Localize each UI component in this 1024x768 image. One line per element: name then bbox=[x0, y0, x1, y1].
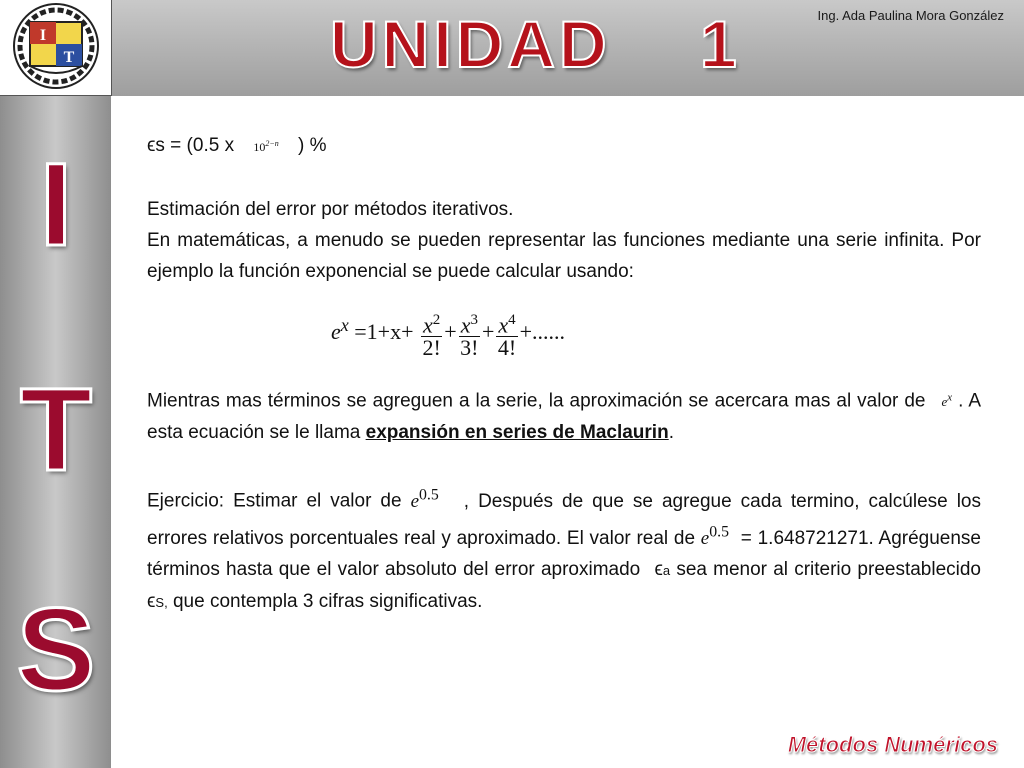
power-of-ten: $10^{2-n}$ bbox=[253, 139, 279, 154]
criterion-prefix: ϵs = (0.5 x bbox=[147, 135, 235, 156]
logo bbox=[0, 0, 112, 96]
sidebar-letter-i: I bbox=[39, 139, 73, 271]
intro-paragraph: En matemáticas, a menudo se pueden representar las funciones mediante una serie infinita. Por ejemplo la función exponencial se puede calcular usando: bbox=[147, 230, 981, 282]
slide-content bbox=[147, 128, 981, 618]
maclaurin-link[interactable]: expansión en series de Maclaurin bbox=[365, 422, 669, 444]
sidebar bbox=[0, 96, 111, 768]
error-criterion-line bbox=[147, 128, 981, 163]
criterion-suffix: ) % bbox=[298, 135, 327, 156]
epsilon-s: ϵS, bbox=[147, 590, 168, 612]
course-footer: Métodos Numéricos bbox=[787, 732, 998, 757]
sidebar-letter-s: S bbox=[16, 584, 96, 716]
epsilon-a: ϵa bbox=[654, 558, 671, 580]
svg-text:I: I bbox=[39, 27, 47, 44]
maclaurin-paragraph: Mientras mas términos se agreguen a la serie, la aproximación se acercara mas al valor de $e^x$ . A esta ecuación se le llama expansión en series de Maclaurin. bbox=[147, 390, 981, 444]
institute-emblem bbox=[0, 0, 112, 96]
maclaurin-series-equation: $e^x =1+x+$ $\frac{x^2}{2!}$ + $\frac{x^3}{3!}$ + $\frac{x^4}{4!}$ +...... bbox=[147, 287, 981, 383]
e-to-x-inline: $e^x$ bbox=[941, 392, 953, 410]
e-to-half-value: $e^{0.5}$ bbox=[700, 523, 730, 549]
unit-title: UNIDAD 1 bbox=[330, 7, 741, 81]
svg-text:T: T bbox=[63, 49, 75, 66]
sidebar-letter-t: T bbox=[19, 364, 93, 496]
e-to-half: $e^{0.5}$ bbox=[410, 486, 439, 512]
exercise-paragraph: Ejercicio: Estimar el valor de $e^{0.5}$ , Después de que se agregue cada termino, calcúlese los errores relativos porcentuales real y aproximado. El valor real de $e^{0.5} = 1.648721271$. Agréguense términos hasta que el valor absoluto del error aproximado ϵa sea menor al criterio preestablecido ϵS, que contempla 3 cifras significativas. bbox=[147, 486, 982, 612]
section-heading: Estimación del error por métodos iterativos. bbox=[147, 199, 514, 220]
author-name: Ing. Ada Paulina Mora González bbox=[817, 8, 1004, 23]
